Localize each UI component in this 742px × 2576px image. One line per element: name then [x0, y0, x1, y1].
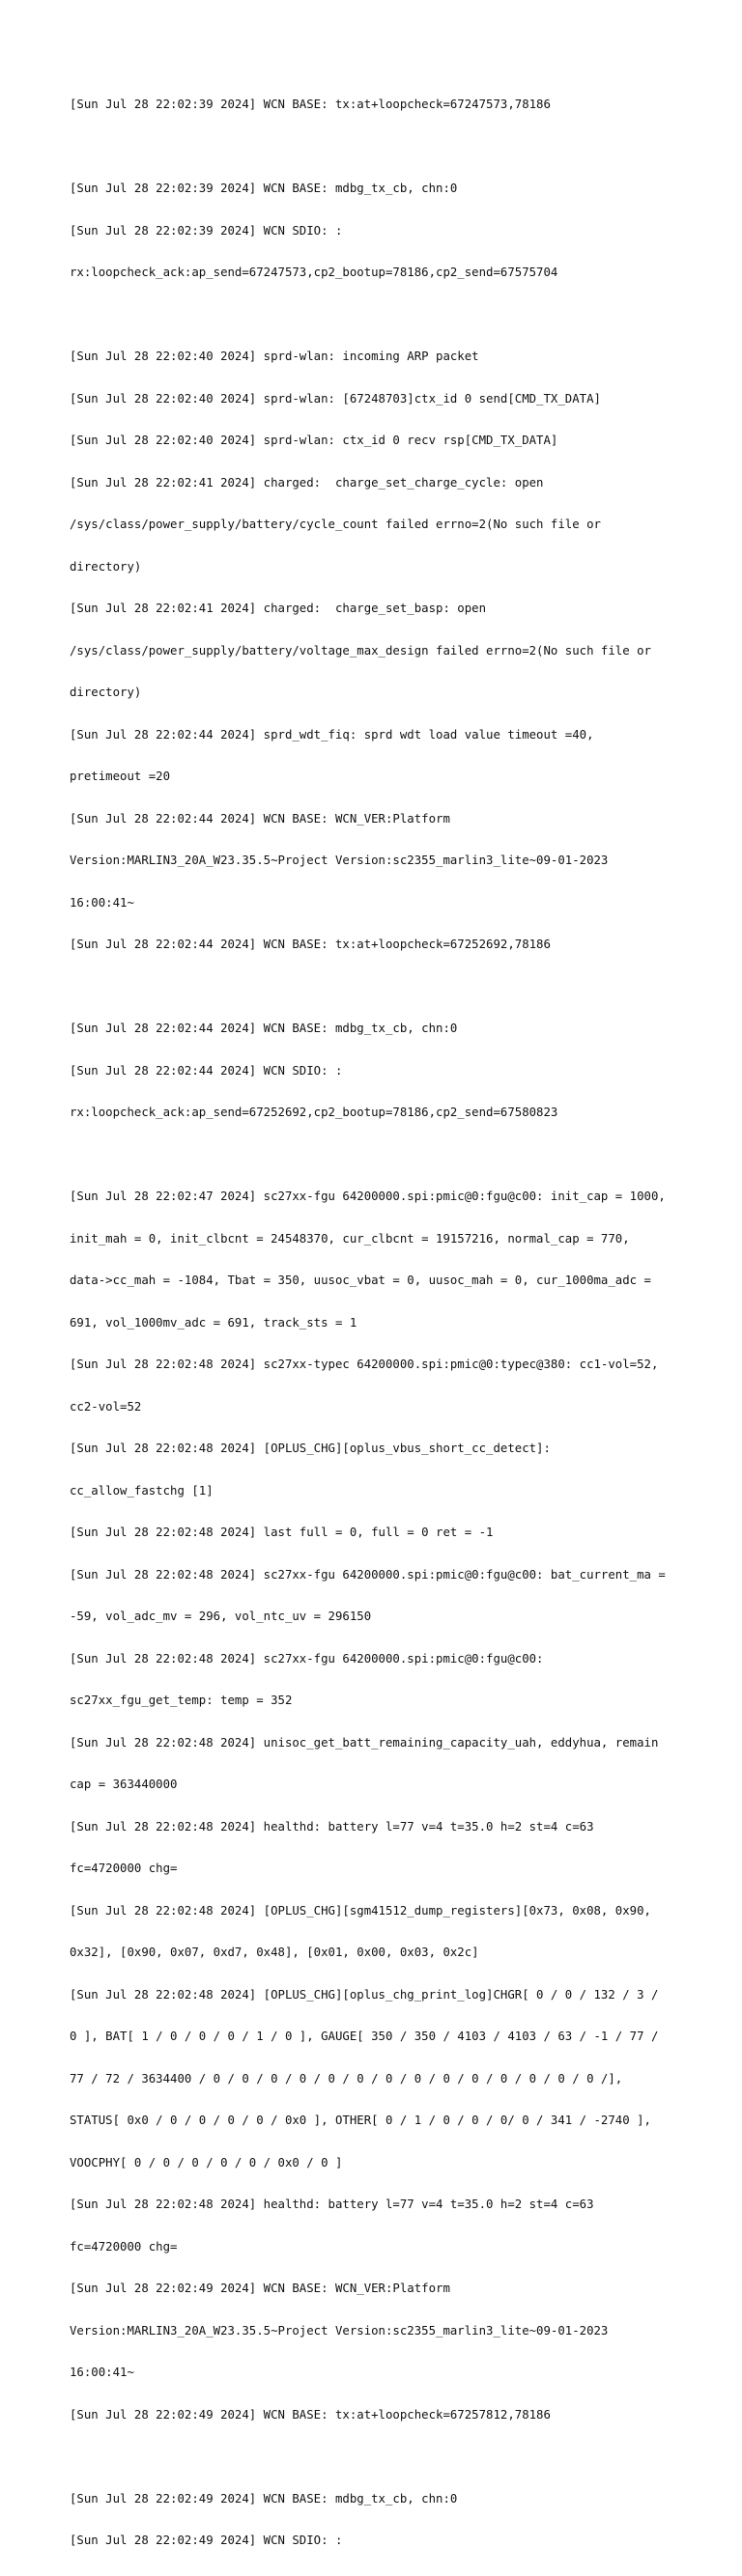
log-line: [Sun Jul 28 22:02:48 2024] sc27xx-typec 64200000.spi:pmic@0:typec@380: cc1-vol=52, — [70, 1358, 659, 1371]
log-line: [Sun Jul 28 22:02:48 2024] [OPLUS_CHG][sgm41512_dump_registers][0x73, 0x08, 0x90, — [70, 1903, 651, 1918]
log-line: cc_allow_fastchg [1] — [70, 1483, 214, 1498]
log-line: /sys/class/power_supply/battery/voltage_max_design failed errno=2(No such file or — [70, 643, 651, 658]
log-line: 0x32], [0x90, 0x07, 0xd7, 0x48], [0x01, 0x00, 0x03, 0x2c] — [70, 1946, 479, 1959]
log-line: 0 ], BAT[ 1 / 0 / 0 / 0 / 1 / 0 ], GAUGE[ 350 / 350 / 4103 / 4103 / 63 / -1 / 77 / — [70, 2030, 659, 2043]
log-line: [Sun Jul 28 22:02:48 2024] [OPLUS_CHG][oplus_vbus_short_cc_detect]: — [70, 1442, 551, 1455]
log-line: [Sun Jul 28 22:02:49 2024] WCN BASE: mdbg_tx_cb, chn:0 — [70, 2491, 458, 2506]
log-line: Version:MARLIN3_20A_W23.35.5~Project Version:sc2355_marlin3_lite~09-01-2023 — [70, 2323, 609, 2338]
log-line: [Sun Jul 28 22:02:40 2024] sprd-wlan: [67248703]ctx_id 0 send[CMD_TX_DATA] — [70, 391, 601, 406]
log-line: Version:MARLIN3_20A_W23.35.5~Project Version:sc2355_marlin3_lite~09-01-2023 — [70, 854, 609, 867]
log-line — [70, 308, 723, 322]
log-line: 16:00:41~ — [70, 895, 134, 910]
log-line: [Sun Jul 28 22:02:44 2024] WCN SDIO: : — [70, 1063, 343, 1078]
log-line: data->cc_mah = -1084, Tbat = 350, uusoc_vbat = 0, uusoc_mah = 0, cur_1000ma_adc = — [70, 1274, 651, 1287]
log-line — [70, 1148, 723, 1162]
log-line — [70, 140, 723, 154]
log-line: [Sun Jul 28 22:02:44 2024] WCN BASE: mdbg_tx_cb, chn:0 — [70, 1022, 458, 1035]
log-line: rx:loopcheck_ack:ap_send=67252692,cp2_bootup=78186,cp2_send=67580823 — [70, 1106, 558, 1119]
log-line: [Sun Jul 28 22:02:49 2024] WCN BASE: WCN_VER:Platform — [70, 2282, 450, 2295]
log-line — [70, 980, 723, 994]
log-line: pretimeout =20 — [70, 770, 171, 783]
log-line: [Sun Jul 28 22:02:48 2024] healthd: battery l=77 v=4 t=35.0 h=2 st=4 c=63 — [70, 1819, 594, 1834]
log-line: directory) — [70, 686, 142, 699]
log-line: [Sun Jul 28 22:02:49 2024] WCN SDIO: : — [70, 2534, 343, 2547]
log-line: [Sun Jul 28 22:02:48 2024] sc27xx-fgu 64200000.spi:pmic@0:fgu@c00: bat_current_ma = — [70, 1567, 666, 1582]
log-line: directory) — [70, 559, 142, 574]
kernel-log-text — [70, 70, 723, 2576]
log-line: [Sun Jul 28 22:02:40 2024] sprd-wlan: incoming ARP packet — [70, 350, 479, 363]
log-line: [Sun Jul 28 22:02:39 2024] WCN SDIO: : — [70, 223, 343, 238]
log-line: fc=4720000 chg= — [70, 2239, 178, 2254]
log-line: 691, vol_1000mv_adc = 691, track_sts = 1 — [70, 1315, 357, 1330]
log-line: STATUS[ 0x0 / 0 / 0 / 0 / 0 / 0x0 ], OTHER[ 0 / 1 / 0 / 0 / 0/ 0 / 341 / -2740 ], — [70, 2114, 651, 2127]
log-line: [Sun Jul 28 22:02:41 2024] charged: charge_set_basp: open — [70, 602, 487, 615]
log-line: [Sun Jul 28 22:02:48 2024] unisoc_get_batt_remaining_capacity_uah, eddyhua, remain — [70, 1735, 659, 1750]
log-line: [Sun Jul 28 22:02:48 2024] [OPLUS_CHG][oplus_chg_print_log]CHGR[ 0 / 0 / 132 / 3 / — [70, 1987, 659, 2002]
log-line: fc=4720000 chg= — [70, 1862, 178, 1875]
log-line: [Sun Jul 28 22:02:48 2024] last full = 0, full = 0 ret = -1 — [70, 1526, 494, 1539]
log-line: [Sun Jul 28 22:02:40 2024] sprd-wlan: ctx_id 0 recv rsp[CMD_TX_DATA] — [70, 434, 558, 447]
log-line: sc27xx_fgu_get_temp: temp = 352 — [70, 1694, 293, 1707]
log-line: cap = 363440000 — [70, 1778, 178, 1791]
log-line: /sys/class/power_supply/battery/cycle_count failed errno=2(No such file or — [70, 518, 601, 531]
log-line: 77 / 72 / 3634400 / 0 / 0 / 0 / 0 / 0 / 0 / 0 / 0 / 0 / 0 / 0 / 0 / 0 / 0 /], — [70, 2071, 623, 2086]
log-line: [Sun Jul 28 22:02:48 2024] sc27xx-fgu 64200000.spi:pmic@0:fgu@c00: — [70, 1651, 544, 1666]
log-line: [Sun Jul 28 22:02:44 2024] WCN BASE: tx:at+loopcheck=67252692,78186 — [70, 938, 551, 951]
log-line: init_mah = 0, init_clbcnt = 24548370, cur_clbcnt = 19157216, normal_cap = 770, — [70, 1231, 630, 1246]
log-line: [Sun Jul 28 22:02:47 2024] sc27xx-fgu 64200000.spi:pmic@0:fgu@c00: init_cap = 1000, — [70, 1190, 666, 1203]
log-line: [Sun Jul 28 22:02:39 2024] WCN BASE: mdbg_tx_cb, chn:0 — [70, 182, 458, 195]
log-line: -59, vol_adc_mv = 296, vol_ntc_uv = 296150 — [70, 1610, 372, 1623]
log-line: cc2-vol=52 — [70, 1399, 142, 1414]
log-line: [Sun Jul 28 22:02:49 2024] WCN BASE: tx:at+loopcheck=67257812,78186 — [70, 2407, 551, 2422]
log-line: rx:loopcheck_ack:ap_send=67247573,cp2_bootup=78186,cp2_send=67575704 — [70, 266, 558, 279]
log-line: [Sun Jul 28 22:02:48 2024] healthd: battery l=77 v=4 t=35.0 h=2 st=4 c=63 — [70, 2198, 594, 2211]
log-line — [70, 2450, 723, 2464]
log-line: VOOCPHY[ 0 / 0 / 0 / 0 / 0 / 0x0 / 0 ] — [70, 2155, 343, 2170]
log-line: 16:00:41~ — [70, 2366, 134, 2379]
log-line: [Sun Jul 28 22:02:41 2024] charged: charge_set_charge_cycle: open — [70, 475, 544, 490]
log-line: [Sun Jul 28 22:02:39 2024] WCN BASE: tx:at+loopcheck=67247573,78186 — [70, 98, 551, 111]
log-line: [Sun Jul 28 22:02:44 2024] WCN BASE: WCN_VER:Platform — [70, 811, 450, 826]
log-line: [Sun Jul 28 22:02:44 2024] sprd_wdt_fiq: sprd wdt load value timeout =40, — [70, 727, 594, 742]
